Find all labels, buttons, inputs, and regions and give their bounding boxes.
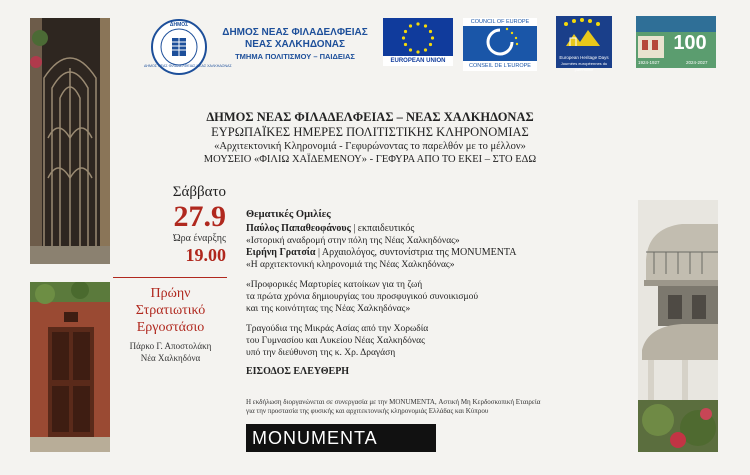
title-line-heritage-days: ΕΥΡΩΠΑΪΚΕΣ ΗΜΕΡΕΣ ΠΟΛΙΤΙΣΤΙΚΗΣ ΚΛΗΡΟΝΟΜΙΑΣ [211, 125, 529, 139]
coe-top-caption: COUNCIL OF EUROPE [463, 18, 537, 26]
free-entry: ΕΙΣΟΔΟΣ ΕΛΕΥΘΕΡΗ [246, 366, 350, 377]
ehd-caption-2: Journées européennes du patrimoine [560, 61, 608, 72]
speaker-2-name: Ειρήνη Γρατσία [246, 247, 316, 258]
title-block [150, 110, 590, 166]
songs-line-1: Τραγούδια της Μικράς Ασίας από την Χορωδία [246, 324, 429, 334]
seal-top-text: ΔΗΜΟΣ [169, 22, 189, 28]
centenary-number: 100 [673, 32, 707, 54]
songs-line-2: του Γυμνασίου και Λυκείου Νέας Χαλκηδόνας [246, 336, 425, 346]
speaker-1-name: Παύλος Παπαθεοφάνους [246, 223, 351, 234]
seal-ring-text: ΔΗΜΟΣ ΝΕΑΣ ΦΙΛΑΔΕΛΦΕΙΑΣ-ΝΕΑΣ ΧΑΛΚΗΔΟΝΑΣ [144, 64, 232, 68]
testimony-line-1: «Προφορικές Μαρτυρίες κατοίκων για τη ζωή [246, 280, 423, 290]
title-line-municipality: ΔΗΜΟΣ ΝΕΑΣ ΦΙΛΑΔΕΛΦΕΙΑΣ – ΝΕΑΣ ΧΑΛΚΗΔΟΝΑΣ [206, 110, 534, 124]
testimony-line-2: τα πρώτα χρόνια δημιουργίας του προσφυγικού συνοικισμού [246, 292, 479, 302]
centenary-years-left: 1924-1927 [638, 60, 660, 65]
program [246, 208, 631, 378]
municipality-name-1: ΔΗΜΟΣ ΝΕΑΣ ΦΙΛΑΔΕΛΦΕΙΑΣ [222, 27, 368, 38]
eu-flag-logo [383, 18, 453, 66]
venue-line-3: Εργοστάσιο [136, 320, 205, 335]
footer-note-line-1: Η εκδήλωση διοργανώνεται σε συνεργασία με την MONUMENTA, Αστική Μη Κερδοσκοπική Εταιρεία [246, 398, 541, 406]
european-heritage-days-logo [556, 16, 612, 72]
songs-line-3: υπό την διεύθυνση της κ. Χρ. Δραγάση [246, 348, 396, 358]
coe-bottom-caption: CONSEIL DE L'EUROPE [463, 61, 537, 71]
speaker-2-talk: «Η αρχιτεκτονική κληρονομιά της Νέας Χαλκηδόνας» [246, 260, 455, 270]
municipality-name-2: ΝΕΑΣ ΧΑΛΚΗΔΟΝΑΣ [244, 39, 346, 50]
event-date: 27.9 [173, 200, 226, 233]
event-day: Σάββατο [172, 184, 226, 200]
centenary-years-right: 2024-2027 [686, 60, 708, 65]
speaker-1 [246, 223, 631, 235]
program-heading: Θεματικές Ομιλίες [246, 209, 331, 220]
venue-address-2: Νέα Χαλκηδόνα [140, 353, 201, 363]
monumenta-logo [246, 424, 436, 452]
monumenta-logo-text: MONUMENTA [252, 428, 378, 448]
divider [113, 277, 227, 278]
venue-line-2: Στρατιωτικό [135, 303, 206, 318]
testimony-line-3: και της κοινότητας της Νέας Χαλκηδόνας» [246, 304, 411, 314]
title-line-museum: ΜΟΥΣΕΙΟ «ΦΙΛΙΩ ΧΑΪΔΕΜΕΝΟΥ» - ΓΕΦΥΡΑ ΑΠΟ ΤΟ ΕΚΕΙ – ΣΤΟ ΕΔΩ [203, 154, 537, 165]
speaker-2-role: | Αρχαιολόγος, συντονίστρια της MONUMENTA [315, 247, 517, 258]
speaker-1-role: | εκπαιδευτικός [350, 223, 415, 234]
footer-note [246, 398, 631, 416]
municipality-header [220, 27, 370, 62]
eu-caption: EUROPEAN UNION [383, 56, 453, 66]
venue-line-1: Πρώην [150, 286, 191, 301]
footer-note-line-2: για την προστασία της φυσικής και αρχιτεκτονικής κληρονομιάς Ελλάδας και Κύπρου [246, 407, 489, 415]
balcony-photo [638, 200, 718, 452]
title-line-theme: «Αρχιτεκτονική Κληρονομιά - Γεφυρώνοντας το παρελθόν με το μέλλον» [214, 141, 526, 152]
venue-block [113, 285, 228, 364]
event-start-label: Ώρα έναρξης [173, 233, 226, 244]
department-name: ΤΜΗΜΑ ΠΟΛΙΤΙΣΜΟΥ – ΠΑΙΔΕΙΑΣ [235, 52, 355, 61]
event-info [118, 184, 226, 265]
centenary-logo [636, 16, 716, 68]
municipality-seal [144, 18, 232, 76]
ehd-caption-1: European Heritage Days [559, 55, 609, 60]
event-time: 19.00 [185, 245, 226, 265]
speaker-1-talk: «Ιστορική αναδρομή στην πόλη της Νέας Χαλκηδόνας» [246, 236, 460, 246]
door-photo [30, 282, 110, 452]
venue-address-1: Πάρκο Γ. Αποστολάκη [129, 341, 212, 351]
council-of-europe-logo [463, 18, 537, 69]
gate-photo [30, 18, 110, 264]
speaker-2 [246, 247, 631, 259]
